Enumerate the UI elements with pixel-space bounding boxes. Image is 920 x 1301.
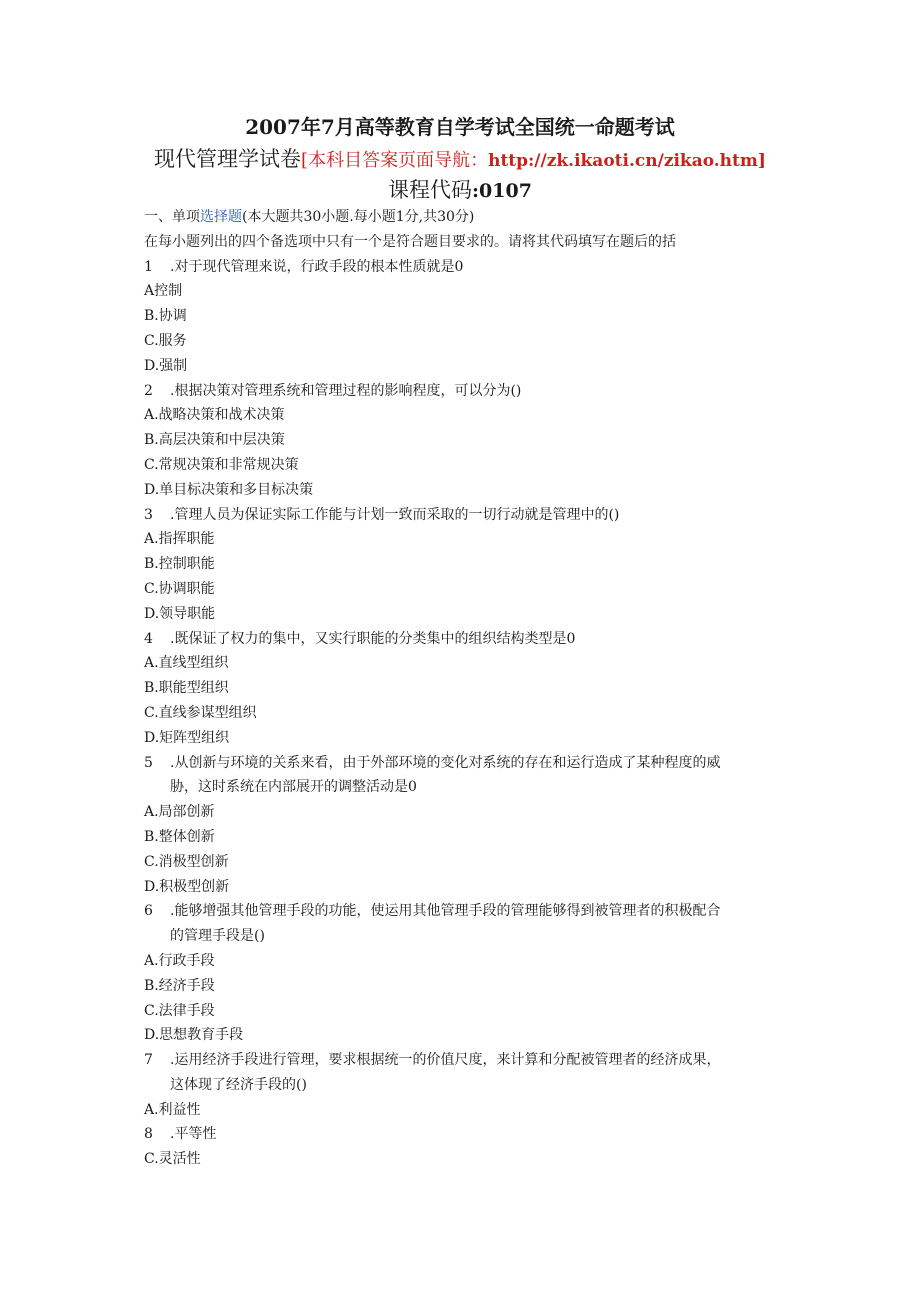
- choice-link[interactable]: 选择题: [200, 209, 242, 225]
- answer-option: D.单目标决策和多目标决策: [144, 481, 314, 498]
- answer-option: A.局部创新: [144, 804, 215, 821]
- subject-name: 现代管理学试卷: [154, 147, 302, 171]
- question-item: [144, 503, 804, 627]
- answer-option: B.整体创新: [144, 828, 215, 845]
- question-item: [144, 627, 804, 751]
- question-number: 3: [144, 506, 153, 523]
- question-list: [144, 255, 804, 1172]
- question-number: 1: [144, 258, 153, 275]
- question-item: [144, 1122, 804, 1172]
- question-number: 2: [144, 382, 153, 399]
- nav-prefix: [本科目答案页面导航：: [301, 150, 489, 171]
- answer-option: D.思想教育手段: [144, 1027, 244, 1044]
- answer-option: D.领导职能: [144, 605, 216, 622]
- paper-title: [0, 144, 920, 176]
- question-text-continued: 这体现了经济手段的(): [170, 1076, 307, 1093]
- answer-option: B.经济手段: [144, 977, 215, 994]
- question-stem: [144, 899, 804, 924]
- question-item: [144, 751, 804, 900]
- nav-suffix: ]: [757, 151, 766, 171]
- question-number: 6: [144, 903, 153, 920]
- answer-option: C.消极型创新: [144, 853, 229, 870]
- answer-option: A.战略决策和战术决策: [144, 407, 285, 424]
- answer-option: C.直线参谋型组织: [144, 704, 257, 721]
- question-text: .根据决策对管理系统和管理过程的影响程度，可以分为(): [170, 382, 522, 399]
- question-number: 5: [144, 754, 153, 771]
- answer-option: C.法律手段: [144, 1002, 215, 1019]
- answer-option: A.直线型组织: [144, 655, 229, 672]
- course-code: [0, 175, 920, 206]
- question-item: [144, 899, 804, 1048]
- answer-option: D.积极型创新: [144, 878, 230, 895]
- answer-option: A.行政手段: [144, 952, 215, 969]
- question-body: [144, 205, 804, 1172]
- question-text: .既保证了权力的集中，又实行职能的分类集中的组织结构类型是0: [170, 630, 576, 647]
- question-text-continued: 的管理手段是(): [170, 928, 265, 945]
- course-code-value: :0107: [472, 180, 532, 202]
- answer-option: D.矩阵型组织: [144, 729, 230, 746]
- answer-option: C.灵活性: [144, 1151, 201, 1168]
- answer-option: A.指挥职能: [144, 531, 215, 548]
- section-instruction: 在每小题列出的四个备选项中只有一个是符合题目要求的。请将其代码填写在题后的括: [144, 233, 676, 250]
- question-number: 7: [144, 1052, 153, 1069]
- answer-option: B.控制职能: [144, 556, 215, 573]
- question-text: .从创新与环境的关系来看，由于外部环境的变化对系统的存在和运行造成了某种程度的威: [170, 754, 721, 771]
- question-number: 4: [144, 630, 153, 647]
- exam-title: 2007年7月高等教育自学考试全国统一命题考试: [245, 115, 675, 139]
- course-code-label: 课程代码: [388, 178, 473, 202]
- answer-option: A.利益性: [144, 1101, 201, 1118]
- answer-option: C.服务: [144, 332, 187, 349]
- answer-option: D.强制: [144, 357, 188, 374]
- question-stem: [144, 503, 804, 528]
- question-stem: [144, 627, 804, 652]
- answer-option: A控制: [144, 283, 183, 300]
- question-item: [144, 379, 804, 503]
- answer-option: B.协调: [144, 308, 187, 325]
- question-number: 8: [144, 1126, 153, 1143]
- question-stem: [144, 1048, 804, 1073]
- question-text-continued: 胁，这时系统在内部展开的调整活动是0: [170, 779, 417, 796]
- question-text: .管理人员为保证实际工作能与计划一致而采取的一切行动就是管理中的(): [170, 506, 620, 523]
- question-stem: [144, 1122, 804, 1147]
- question-stem: [144, 255, 804, 280]
- section-heading: 一、单项选择题(本大题共30小题.每小题1分,共30分): [144, 209, 475, 225]
- answer-nav-link[interactable]: http://zk.ikaoti.cn/zikao.htm: [488, 151, 758, 171]
- question-text: .运用经济手段进行管理，要求根据统一的价值尺度，来计算和分配被管理者的经济成果，: [170, 1052, 721, 1069]
- question-item: [144, 1048, 804, 1122]
- answer-option: B.高层决策和中层决策: [144, 432, 285, 449]
- answer-option: C.协调职能: [144, 580, 215, 597]
- question-text: .对于现代管理来说，行政手段的根本性质就是0: [170, 258, 464, 275]
- answer-option: C.常规决策和非常规决策: [144, 456, 299, 473]
- question-item: [144, 255, 804, 379]
- answer-option: B.职能型组织: [144, 680, 229, 697]
- question-text: .平等性: [170, 1126, 217, 1143]
- question-stem: [144, 379, 804, 404]
- question-text: .能够增强其他管理手段的功能，使运用其他管理手段的管理能够得到被管理者的积极配合: [170, 903, 721, 920]
- question-stem: [144, 751, 804, 776]
